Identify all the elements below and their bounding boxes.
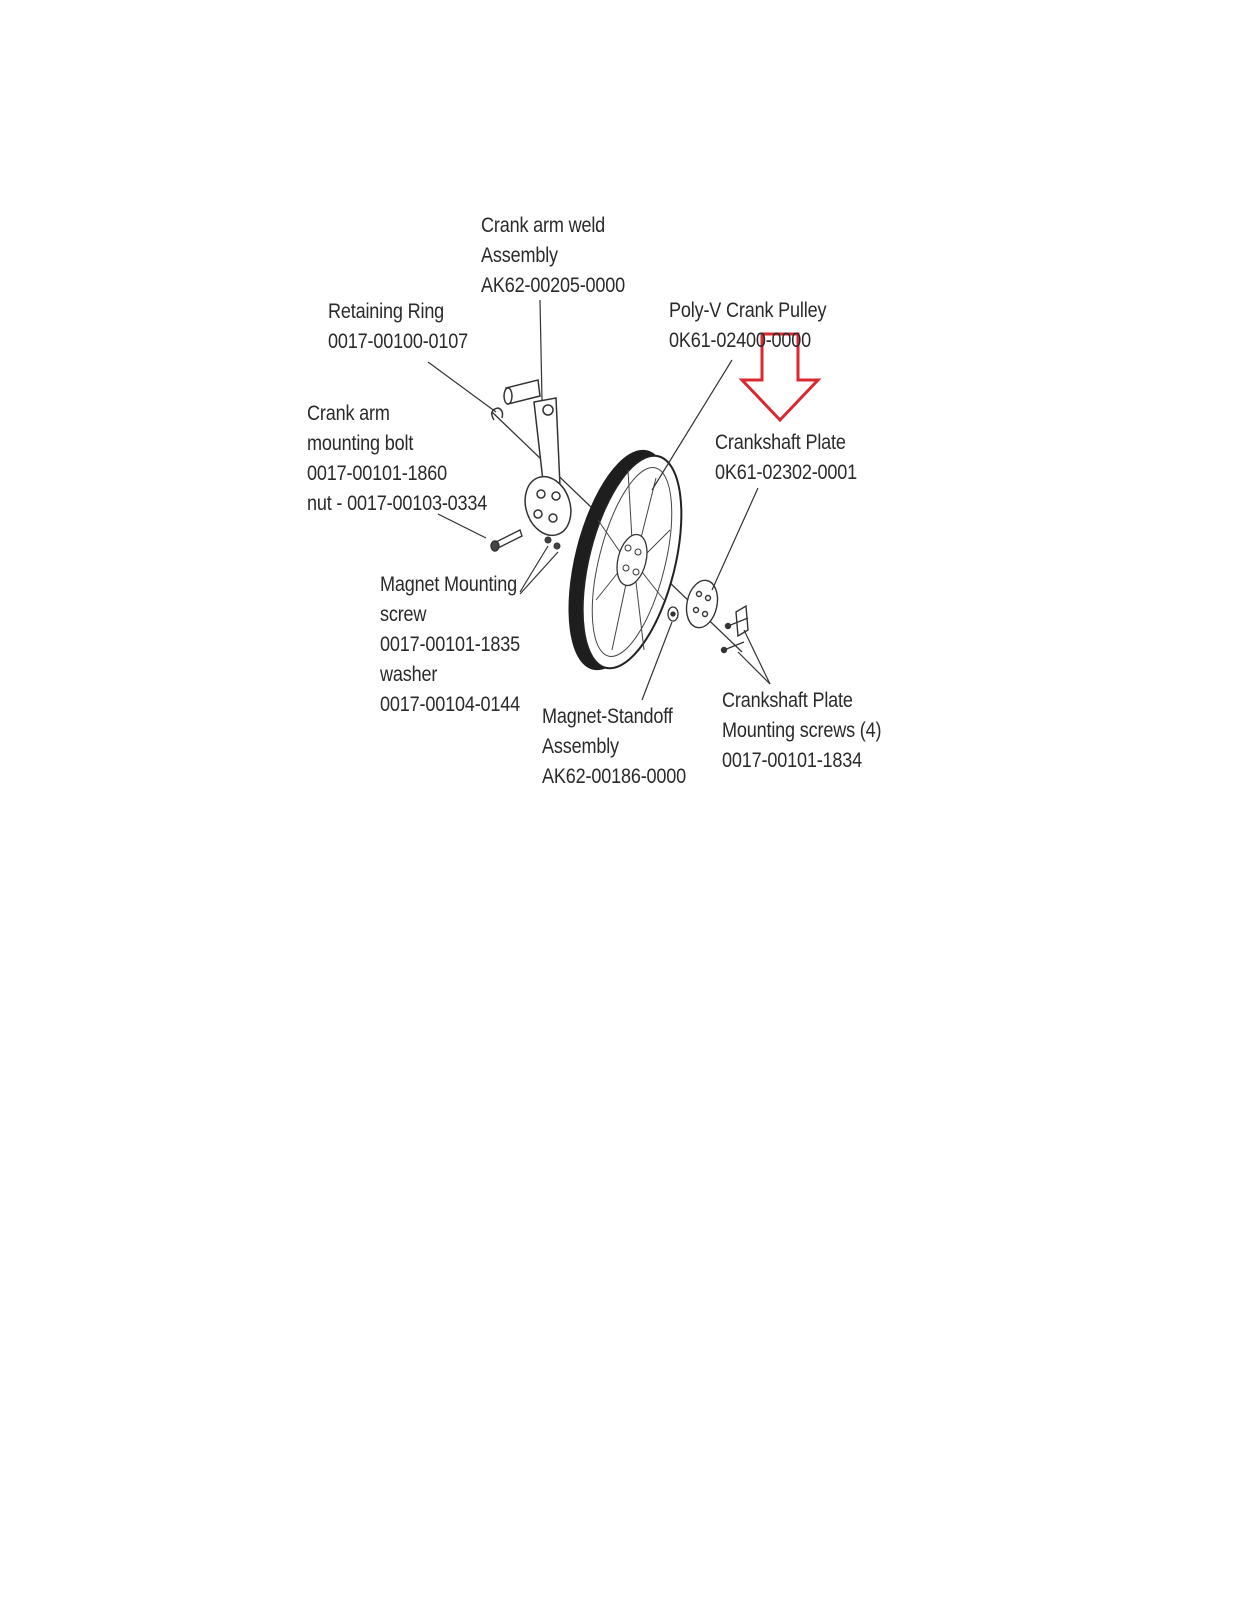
label-crankshaft-plate-mounting-screws: Crankshaft Plate Mounting screws (4) 0017-00101-1834 [722, 689, 882, 772]
label-crank-arm-weld-assembly: Crank arm weld Assembly AK62-00205-0000 [481, 214, 626, 297]
poly-v-crank-pulley-part [549, 439, 700, 680]
crank-arm-weld-part [504, 380, 578, 541]
crankshaft-plate-part [682, 577, 721, 630]
magnet-standoff-part [668, 607, 678, 621]
label-magnet-standoff-assembly: Magnet-Standoff Assembly AK62-00186-0000 [542, 705, 687, 788]
label-magnet-mounting-screw: Magnet Mounting screw 0017-00101-1835 washer 0017-00104-0144 [380, 573, 521, 716]
label-crankshaft-plate: Crankshaft Plate 0K61-02302-0001 [715, 431, 858, 484]
label-crank-arm-mounting-bolt: Crank arm mounting bolt 0017-00101-1860 nut - 0017-00103-0334 [307, 402, 488, 515]
label-poly-v-crank-pulley: Poly-V Crank Pulley 0K61-02400-0000 [669, 299, 827, 352]
plate-mounting-screws-part [722, 606, 749, 653]
crank-arm-bolt-part [491, 530, 522, 551]
label-retaining-ring: Retaining Ring 0017-00100-0107 [328, 300, 469, 353]
